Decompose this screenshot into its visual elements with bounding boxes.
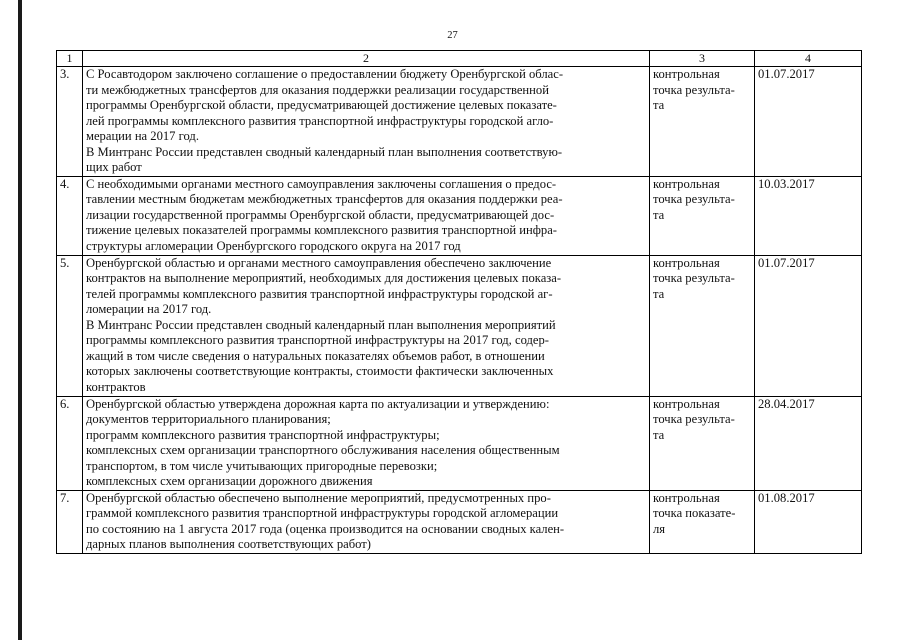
column-header-2: 2: [83, 51, 650, 67]
type-line: контрольная: [653, 255, 720, 270]
row-number: 5.: [57, 255, 83, 396]
description-line: контрактов: [86, 379, 146, 394]
description-line: лизации государственной программы Оренбургской области, предусматривающей дос-: [86, 207, 555, 222]
row-type: [650, 396, 755, 490]
type-line: точка результа-: [653, 412, 735, 426]
description-line: которых заключены соответствующие контракты, стоимости фактически заключенных: [86, 364, 554, 378]
row-date: 01.07.2017: [755, 255, 862, 396]
type-line: точка показате-: [653, 506, 736, 520]
header-row: [57, 51, 862, 67]
row-description: [83, 176, 650, 255]
description-line: С Росавтодором заключено соглашение о предоставлении бюджету Оренбургской облас-: [86, 67, 564, 81]
type-line: точка результа-: [653, 271, 735, 285]
description-line: щих работ: [86, 160, 142, 174]
description-line: тижение целевых показателей программы комплексного развития транспортной инфра-: [86, 223, 557, 237]
description-line: программы комплексного развития транспортной инфраструктуры на 2017 год, содер-: [86, 333, 549, 347]
description-line: контрактов на выполнение мероприятий, необходимых для достижения целевых показа-: [86, 271, 562, 285]
description-line: по состоянию на 1 августа 2017 года (оценка производится на основании сводных кален-: [86, 521, 565, 536]
description-line: В Минтранс России представлен сводный календарный план выполнения соответствую-: [86, 144, 563, 159]
description-line: ломерации на 2017 год.: [86, 302, 212, 316]
type-line: контрольная: [653, 490, 720, 505]
description-line: лей программы комплексного развития транспортной инфраструктуры городской агло-: [86, 113, 554, 128]
type-line: точка результа-: [653, 82, 735, 97]
description-line: С необходимыми органами местного самоуправления заключены соглашения о предос-: [86, 176, 557, 191]
table-row: [57, 255, 862, 396]
scan-edge-bar: [18, 0, 22, 640]
column-header-1: 1: [57, 51, 83, 67]
description-line: В Минтранс России представлен сводный календарный план выполнения мероприятий: [86, 317, 556, 332]
description-line: программы Оренбургской области, предусматривающей достижение целевых показате-: [86, 98, 557, 112]
type-line: контрольная: [653, 396, 720, 411]
description-line: Оренбургской областью утверждена дорожная карта по актуализации и утверждению:: [86, 396, 550, 411]
table-row: [57, 490, 862, 553]
description-line: мерации на 2017 год.: [86, 129, 199, 143]
table-row: [57, 396, 862, 490]
table-row: [57, 176, 862, 255]
row-type: [650, 67, 755, 177]
type-line: точка результа-: [653, 192, 735, 206]
description-line: Оренбургской областью обеспечено выполнение мероприятий, предусмотренных про-: [86, 490, 551, 505]
description-line: граммой комплексного развития транспортной инфраструктуры городской агломерации: [86, 506, 559, 520]
row-description: [83, 396, 650, 490]
row-date: 10.03.2017: [755, 176, 862, 255]
row-description: [83, 67, 650, 177]
description-line: телей программы комплексного развития транспортной инфраструктуры городской аг-: [86, 286, 553, 301]
row-date: 01.08.2017: [755, 490, 862, 553]
type-line: та: [653, 286, 665, 301]
row-type: [650, 490, 755, 553]
type-line: та: [653, 427, 665, 442]
description-line: транспортом, в том числе учитывающих пригородные перевозки;: [86, 458, 438, 473]
row-type: [650, 176, 755, 255]
description-line: комплексных схем организации дорожного движения: [86, 474, 373, 488]
type-line: контрольная: [653, 176, 720, 191]
type-line: ля: [653, 521, 666, 536]
description-line: структуры агломерации Оренбургского городского округа на 2017 год: [86, 238, 461, 253]
description-line: дарных планов выполнения соответствующих работ): [86, 537, 371, 551]
page-number: 27: [447, 30, 458, 41]
schedule-table: [56, 50, 862, 554]
type-line: та: [653, 207, 665, 222]
type-line: контрольная: [653, 67, 720, 81]
table-row: [57, 67, 862, 177]
row-description: [83, 490, 650, 553]
column-header-4: 4: [755, 51, 862, 67]
type-line: та: [653, 98, 665, 112]
description-line: документов территориального планирования;: [86, 412, 331, 426]
description-line: ти межбюджетных трансфертов для оказания поддержки реализации государственной: [86, 82, 549, 97]
row-number: 4.: [57, 176, 83, 255]
row-number: 3.: [57, 67, 83, 177]
description-line: тавлении местным бюджетам межбюджетных трансфертов для оказания поддержки реа-: [86, 192, 563, 206]
description-line: жащий в том числе сведения о натуральных показателях объемов работ, в отношении: [86, 348, 545, 363]
row-number: 6.: [57, 396, 83, 490]
description-line: Оренбургской областью и органами местного самоуправления обеспечено заключение: [86, 255, 552, 270]
row-number: 7.: [57, 490, 83, 553]
description-line: программ комплексного развития транспортной инфраструктуры;: [86, 427, 440, 442]
row-description: [83, 255, 650, 396]
description-line: комплексных схем организации транспортного обслуживания населения общественным: [86, 443, 560, 457]
column-header-3: 3: [650, 51, 755, 67]
row-date: 01.07.2017: [755, 67, 862, 177]
row-date: 28.04.2017: [755, 396, 862, 490]
row-type: [650, 255, 755, 396]
